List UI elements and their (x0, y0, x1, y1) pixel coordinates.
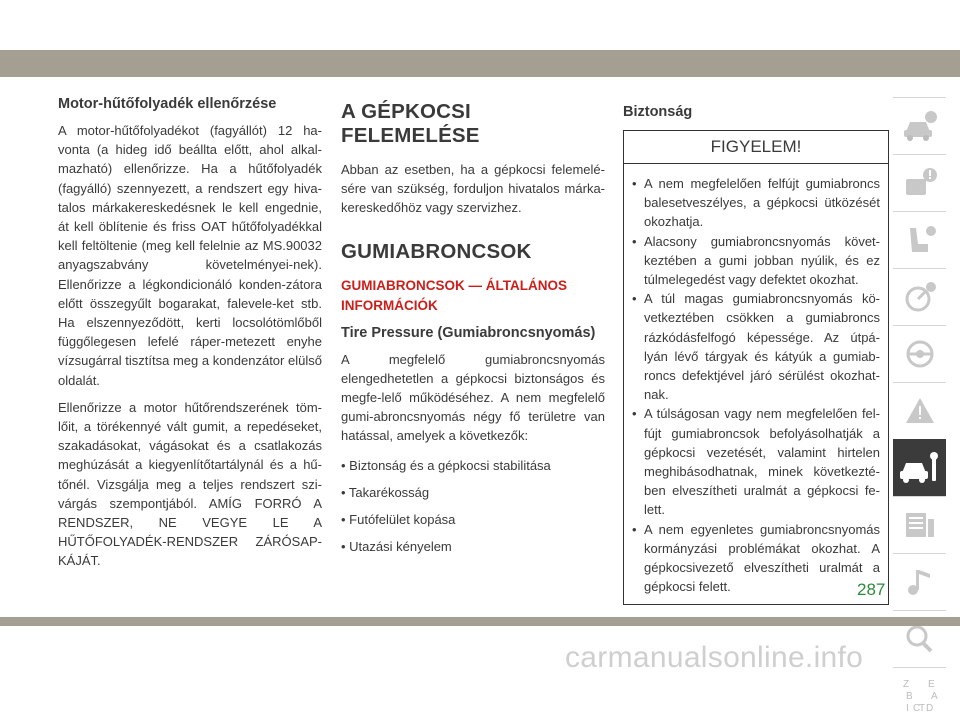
music-note-icon (900, 564, 940, 600)
column-right (623, 104, 889, 605)
index-letter: I (905, 703, 909, 714)
spec-list-icon (900, 507, 940, 543)
warning-item (632, 404, 880, 519)
warning-item (632, 520, 880, 597)
index-letter: C (912, 703, 920, 714)
index-letter: A (930, 691, 938, 702)
bottom-band (0, 617, 960, 626)
car-info-icon (900, 108, 940, 144)
bullet-dot: • (632, 406, 637, 422)
index-letter: D (925, 703, 933, 714)
tire-pressure-heading: Tire Pressure (Gumiabroncsnyomás) (341, 324, 596, 341)
tab-technical-specs[interactable] (893, 496, 946, 553)
dashboard-icon (900, 165, 940, 201)
tab-servicing-maintenance[interactable] (893, 439, 946, 496)
index-letter: T (918, 703, 925, 714)
tab-vehicle-info[interactable] (893, 97, 946, 154)
chapter-tabs (893, 97, 946, 724)
bullet-dot: • (632, 521, 637, 537)
bullet-dot: • (632, 233, 637, 249)
tab-starting-driving[interactable] (893, 325, 946, 382)
tab-emergency[interactable] (893, 382, 946, 439)
bullet-item: • Takarékosság (341, 484, 430, 500)
column-left (58, 96, 322, 579)
magnifier-icon (900, 621, 940, 657)
warning-triangle-icon (900, 393, 940, 429)
gauge-icon (900, 279, 940, 315)
lifting-paragraph: Abban az esetben, ha a gépkocsi felemelé-sére van szükség, forduljon hivatalos márka-kereskedőhöz vagy szervizhez. (341, 162, 605, 216)
coolant-paragraph-1: A motor-hűtőfolyadékot (fagyállót) 12 ha-vonta (a hideg idő beállta előtt, ahol alkal-mazható) ellenőrizze. Ha a hűtőfolyadék (fagyálló) szennyezett, a rendszert egy hiva-talos márkakereskedésnek le kell engednie, át kell öblítenie és friss OAT hűtőfolyadékkal kell feltöltenie (meg kell felelnie az MS.90032 anyagszabvány követelményei-nek). Ellenőrizze a légkondicionáló konden-zátora előtt összegyűlt bogarakat, falevele-ket stb. Ha elszennyeződött, kerti locsolótömlőből függőlegesen lefelé ráper-metezett enyhe vízsugárral tisztítsa meg a kondenzátor elülső oldalát. (58, 123, 322, 388)
warning-text: A nem megfelelően felfújt gumiabroncs balesetveszélyes, a gépkocsi ütközését okozhatja. (644, 176, 880, 230)
bullet-dot: • (632, 291, 637, 307)
warning-item (632, 289, 880, 404)
coolant-check-heading: Motor-hűtőfolyadék ellenőrzése (58, 96, 277, 112)
tab-interior[interactable] (893, 211, 946, 268)
tire-pressure-paragraph: A megfelelő gumiabroncsnyomás elengedhetetlen a gépkocsi biztonságos és megfe-lelő működéséhez. A nem megfelelő gumi-abroncsnyomás négy fő területre van hatással, amelyek a következők: (341, 351, 605, 444)
car-wrench-icon (898, 449, 942, 487)
warning-text: Alacsony gumiabroncsnyomás követ-keztében a gumi jobban nyúlik, és ez túlmelegedést vagy defektet okozhat. (644, 233, 880, 288)
warning-text: A túl magas gumiabroncsnyomás kö-vetkeztében csökken a gumiabroncs rázkódásfelfogó képessége. Az útpá-lyán lévő tárgyak és kátyúk a gumiab-roncs defektjével járó sérülést okozhat-nak. (644, 291, 880, 403)
warning-item (632, 174, 880, 232)
bullet-dot: • (632, 176, 637, 191)
watermark-text: carmanualsonline.info (565, 641, 864, 674)
warning-text: A túlságosan vagy nem megfelelően fel-fújt gumiabroncsok befolyásolhatják a gépkocsi vezetését, valamint hirtelen meghibásodhatnak, minek következté-ben elveszítheti uralmát a gépkocsi fe-lett. (644, 406, 880, 518)
tab-index[interactable] (893, 667, 946, 724)
tires-general-subtitle: GUMIABRONCSOK — ÁLTALÁNOS INFORMÁCIÓK (341, 277, 567, 313)
coolant-paragraph-2: Ellenőrizze a motor hűtőrendszerének töm-lőit, a törékennyé vált gumit, a repedéseket, szakadásokat, vágásokat és a csatlakozás meghúzását a kiegyenlítőtartálynál és a hű-tőnél. Vizsgálja meg a teljes rendszert szi-várgás szempontjából. AMÍG FORRÓ A RENDSZER, NE VEGYE LE A HŰTŐFOLYADÉK-RENDSZER ZÁRÓSAP-KÁJÁT. (58, 399, 322, 569)
warning-list (624, 164, 888, 604)
bullet-item: • Futófelület kopása (341, 511, 456, 527)
tires-title: GUMIABRONCSOK (341, 239, 532, 263)
index-letter: E (927, 679, 935, 690)
warning-box (623, 130, 889, 605)
warning-item (632, 232, 880, 290)
tab-gauges[interactable] (893, 268, 946, 325)
tab-multimedia[interactable] (893, 553, 946, 610)
warning-title: FIGYELEM! (624, 131, 888, 164)
top-band (0, 50, 960, 77)
seat-icon (900, 222, 940, 258)
safety-heading: Biztonság (623, 104, 693, 120)
lifting-title: A GÉPKOCSI FELEMELÉSE (341, 100, 480, 147)
bullet-item: • Biztonság és a gépkocsi stabilitása (341, 457, 551, 473)
bullet-item: • Utazási kényelem (341, 538, 452, 554)
warning-text: A nem egyenletes gumiabroncsnyomás kormányzási problémákat okozhat. A gépkocsivezető elveszítheti uralmát a gépkocsi felett. (644, 521, 880, 595)
tab-dashboard[interactable] (893, 154, 946, 211)
index-letter: B (905, 691, 913, 702)
index-letter: Z (902, 679, 909, 690)
alphabet-index-icon (898, 676, 942, 716)
page-number: 287 (857, 580, 886, 599)
column-middle (341, 96, 605, 560)
steering-wheel-icon (900, 336, 940, 372)
